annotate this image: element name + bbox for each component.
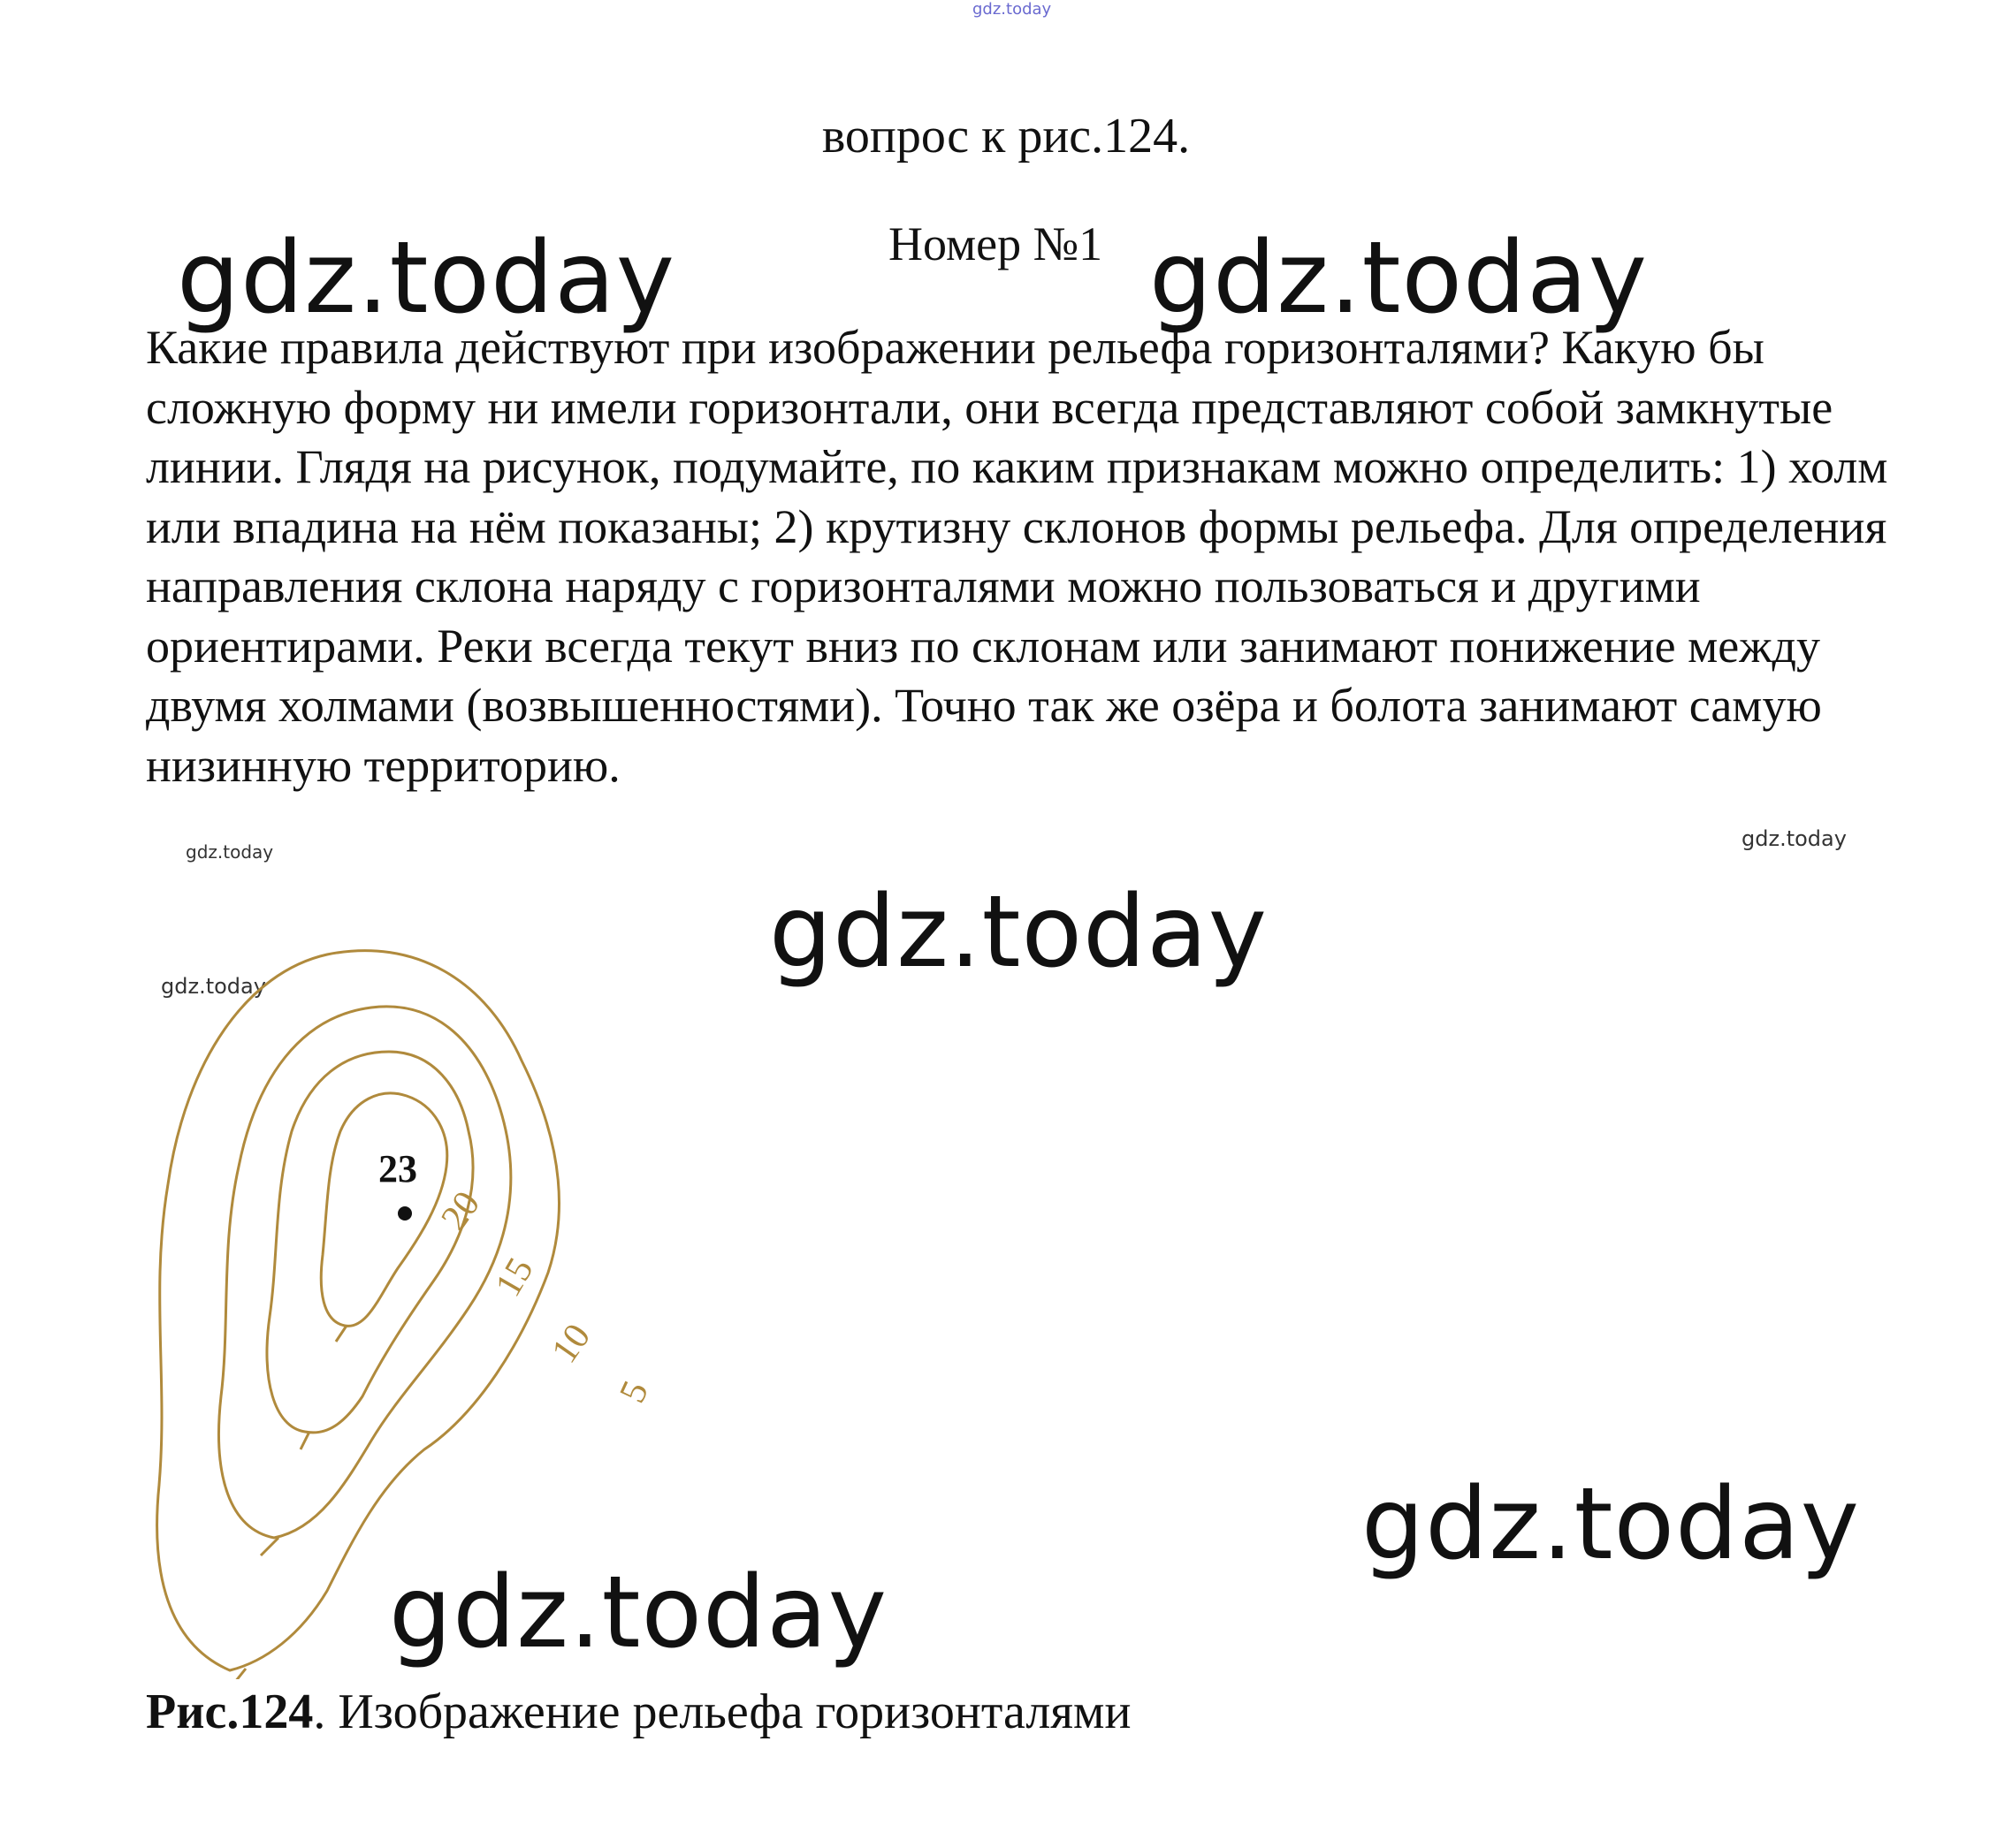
- figure-ref: Рис.124: [146, 1684, 314, 1739]
- contour-label-15: 15: [487, 1251, 542, 1304]
- contour-label-5: 5: [612, 1374, 657, 1410]
- slope-tick: [261, 1538, 278, 1555]
- slope-tick: [301, 1432, 309, 1449]
- contour-label-20: 20: [433, 1183, 489, 1238]
- task-number: Номер №1: [888, 217, 1103, 270]
- watermark-small: gdz.today: [1741, 826, 1847, 851]
- watermark-small: gdz.today: [186, 841, 274, 863]
- contour-line-15: [267, 1052, 473, 1433]
- peak-point: [398, 1206, 412, 1221]
- contour-line-20: [321, 1093, 447, 1326]
- contour-line-10: [219, 1007, 511, 1538]
- page-heading: вопрос к рис.124.: [821, 109, 1191, 164]
- watermark-small: gdz.today: [161, 974, 266, 999]
- watermark-large: gdz.today: [1361, 1467, 1861, 1582]
- watermark-large: gdz.today: [389, 1555, 888, 1670]
- slope-tick: [336, 1326, 347, 1342]
- question-text: Какие правила действуют при изображении рельефа горизонталями? Какую бы сложную форму ни имели горизонтали, они всегда представляют собой замкнутые линии. Глядя на рисунок, подумайте, по каким признакам можно определить: 1) холм или впадина на нём показаны; 2) крутизну склонов формы рельефа. Для определения направления склона наряду с горизонталями можно пользоваться и другими ориентирами. Реки всегда текут вниз по склонам или занимают понижение между двумя холмами (возвышенностями). Точно так же озёра и болота занимают самую низинную территорию.: [146, 321, 1888, 792]
- figure-caption: [146, 1684, 1131, 1740]
- peak-label: 23: [378, 1147, 417, 1190]
- watermark-large: gdz.today: [1149, 221, 1649, 336]
- watermark-large: gdz.today: [769, 875, 1269, 990]
- watermark-top: gdz.today: [972, 0, 1052, 19]
- figure-caption-text: . Изображение рельефа горизонталями: [313, 1684, 1132, 1739]
- contour-label-10: 10: [544, 1316, 599, 1371]
- watermark-large: gdz.today: [177, 221, 676, 336]
